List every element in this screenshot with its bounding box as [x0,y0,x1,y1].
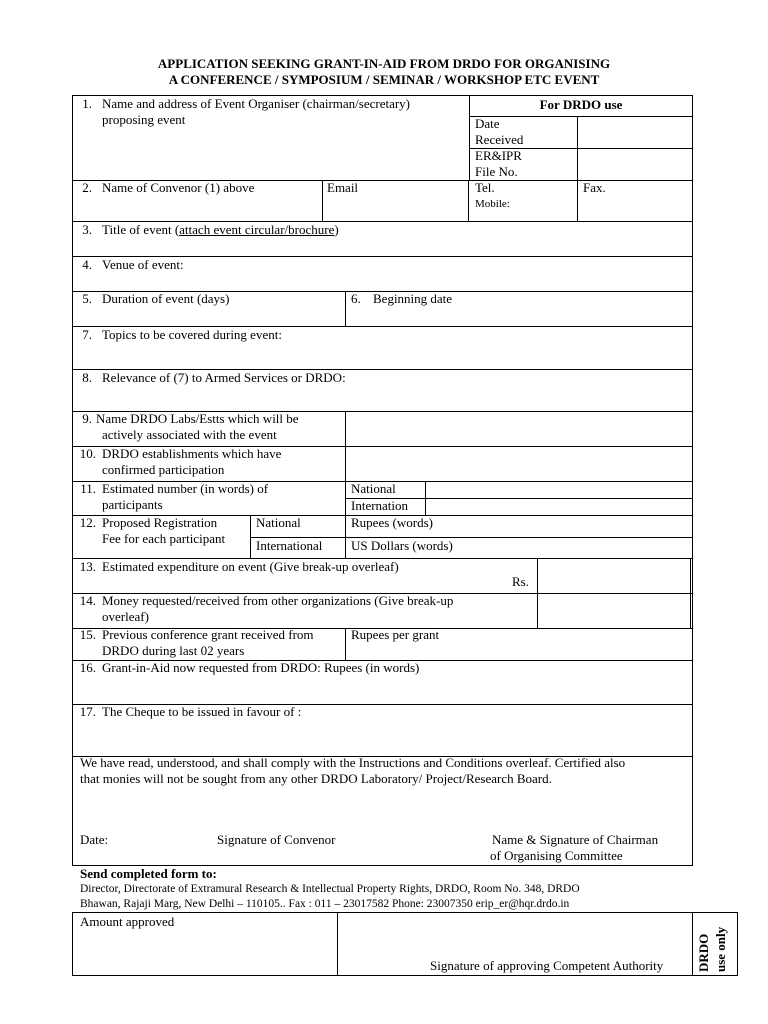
send-to-contact: Bhawan, Rajaji Marg, New Delhi – 110105.. Fax : 011 – 23017582 Phone: 23007350 erip_er@hqr.drdo.in [80,898,570,910]
file-no-label: ER&IPR [475,148,522,163]
item-2-label: Name of Convenor (1) above [102,180,255,195]
item-13-number: 13. [79,559,96,574]
item-15-number: 15. [79,627,96,642]
date-received-label-2: Received [475,132,524,147]
item-7-label: Topics to be covered during event: [102,327,282,342]
item-3-text: Title of event ( [102,222,180,237]
send-to-address: Director, Directorate of Extramural Research & Intellectual Property Rights, DRDO, Room No. 348, DRDO [80,883,580,895]
national-label: National [351,481,396,496]
item-6-label: Beginning date [373,291,453,306]
international-label: Internation [351,498,409,513]
certification-text: We have read, understood, and shall comply with the Instructions and Conditions overleaf. Certified also [80,755,626,770]
mobile-label: Mobile: [475,198,510,210]
row-11-values [425,481,693,516]
item-13-label: Estimated expenditure on event (Give break-up overleaf) [102,559,399,574]
convenor-signature-label: Signature of Convenor [217,832,336,847]
date-label: Date: [80,832,109,847]
item-11-label-2: participants [102,497,163,512]
item-8-label: Relevance of (7) to Armed Services or DRDO: [102,370,346,385]
send-to-title: Send completed form to: [80,866,217,881]
rupees-words-label: Rupees (words) [351,515,433,530]
form-title-line1: APPLICATION SEEKING GRANT-IN-AID FROM DRDO FOR ORGANISING [157,56,611,71]
item-1-number: 1. [82,96,92,111]
rupees-per-grant-label: Rupees per grant [351,627,440,642]
item-5-number: 5. [82,291,92,306]
email-label: Email [327,180,359,195]
item-15-label: Previous conference grant received from [102,627,314,642]
item-16-number: 16. [79,660,96,675]
usd-words-label: US Dollars (words) [351,538,453,553]
amount-approved-label: Amount approved [80,914,175,929]
money-requested-cell[interactable] [537,593,691,629]
item-10-label: DRDO establishments which have [102,446,282,461]
item-4-label: Venue of event: [102,257,184,272]
item-1-label-2: proposing event [102,112,186,127]
item-3-close: ) [334,222,339,237]
item-12-label-2: Fee for each participant [102,531,226,546]
chairman-signature-label-2: of Organising Committee [490,848,623,863]
item-11-label: Estimated number (in words) of [102,481,269,496]
item-17-label: The Cheque to be issued in favour of : [102,704,302,719]
drdo-value-col [577,116,693,181]
item-14-number: 14. [79,593,96,608]
fax-label: Fax. [583,180,606,195]
item-4-number: 4. [82,257,92,272]
item-9-number: 9. [82,411,92,426]
item-15-label-2: DRDO during last 02 years [102,643,245,658]
item-5-label: Duration of event (days) [102,291,230,306]
row-10-value[interactable] [345,446,693,482]
use-only-side-label: use only [713,926,728,972]
item-3-label [102,222,339,238]
item-2-number: 2. [82,180,92,195]
drdo-use-title: For DRDO use [539,97,623,112]
form-title-line2: A CONFERENCE / SYMPOSIUM / SEMINAR / WORKSHOP ETC EVENT [168,72,600,87]
item-17-number: 17. [79,704,96,719]
item-11-number: 11. [80,481,96,496]
item-10-label-2: confirmed participation [102,462,225,477]
file-no-label-2: File No. [475,164,518,179]
item-16-label: Grant-in-Aid now requested from DRDO: Rupees (in words) [102,660,420,675]
item-9-label: Name DRDO Labs/Estts which will be [96,411,299,426]
item-6-number: 6. [351,291,361,306]
item-14-label-2: overleaf) [102,609,149,624]
rs-label: Rs. [512,574,529,589]
item-8-number: 8. [82,370,92,385]
drdo-side-label: DRDO [696,933,711,972]
approving-authority-label: Signature of approving Competent Authority [430,958,664,973]
fee-national-label: National [256,515,301,530]
item-12-label: Proposed Registration [102,515,218,530]
item-12-number: 12. [79,515,96,530]
item-10-number: 10. [79,446,96,461]
chairman-signature-label: Name & Signature of Chairman [492,832,659,847]
row-9-value[interactable] [345,411,693,447]
item-14-label: Money requested/received from other organizations (Give break-up [102,593,454,608]
item-7-number: 7. [82,327,92,342]
brochure-link: attach event circular/brochure [179,222,335,237]
item-1-label: Name and address of Event Organiser (chairman/secretary) [102,96,411,111]
date-received-label: Date [475,116,500,131]
tel-label: Tel. [475,180,495,195]
item-3-number: 3. [82,222,92,237]
item-9-label-2: actively associated with the event [102,427,277,442]
fee-international-label: International [256,538,323,553]
expenditure-amount-cell[interactable] [537,558,691,594]
certification-text-2: that monies will not be sought from any other DRDO Laboratory/ Project/Research Board. [80,771,552,786]
